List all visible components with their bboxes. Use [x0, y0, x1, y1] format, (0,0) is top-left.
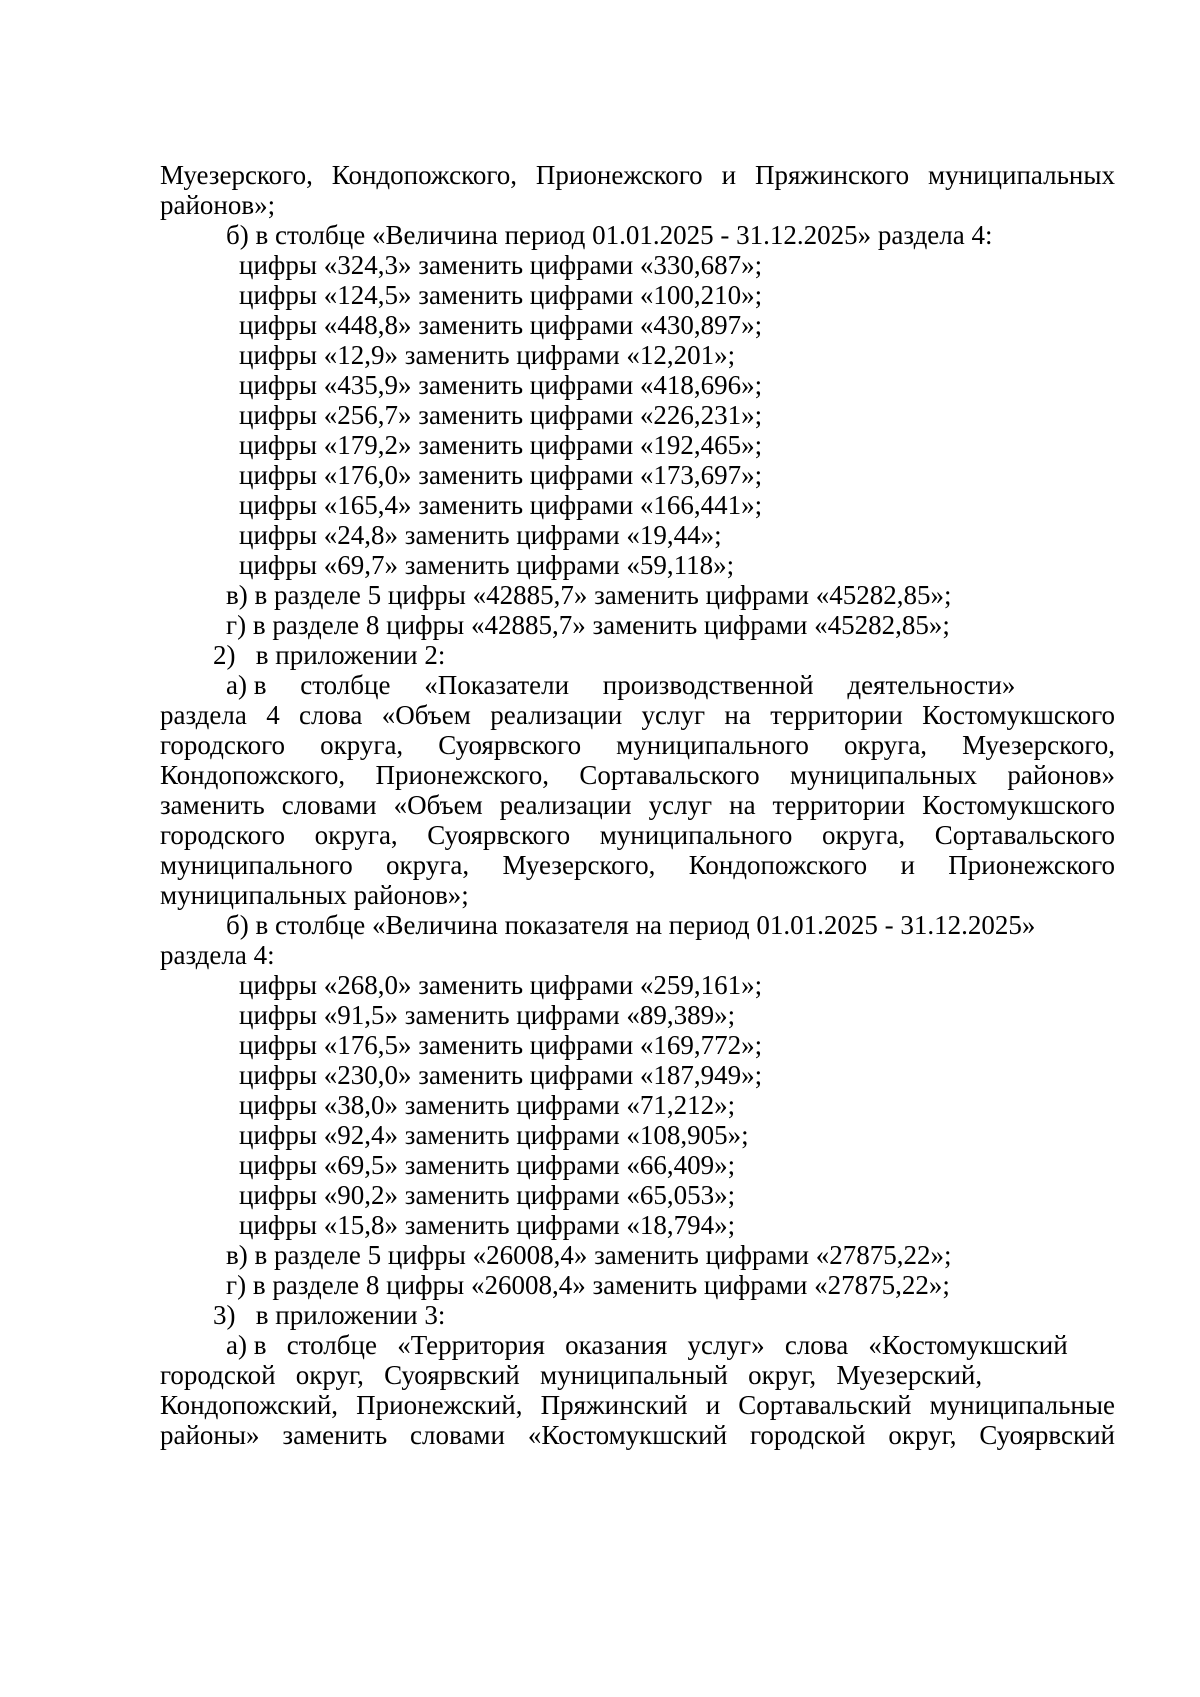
- replacement-line: цифры «38,0» заменить цифрами «71,212»;: [239, 1090, 736, 1120]
- text-line: городского округа, Суоярвского муниципального округа, Муезерского,: [160, 730, 1115, 760]
- replacement-line: цифры «12,9» заменить цифрами «12,201»;: [239, 340, 736, 370]
- item-heading: 3) в приложении 3:: [213, 1300, 446, 1330]
- subitem-line: в) в разделе 5 цифры «26008,4» заменить цифрами «27875,22»;: [226, 1240, 952, 1270]
- text-line: Кондопожский, Прионежский, Пряжинский и Сортавальский муниципальные: [160, 1390, 1115, 1420]
- text-line: заменить словами «Объем реализации услуг на территории Костомукшского: [160, 790, 1115, 820]
- replacement-line: цифры «268,0» заменить цифрами «259,161»;: [239, 970, 763, 1000]
- text-line: раздела 4 слова «Объем реализации услуг на территории Костомукшского: [160, 700, 1115, 730]
- replacement-line: цифры «90,2» заменить цифрами «65,053»;: [239, 1180, 736, 1210]
- text-line: Кондопожского, Прионежского, Сортавальского муниципальных районов»: [160, 760, 1115, 790]
- subitem-line: г) в разделе 8 цифры «42885,7» заменить цифрами «45282,85»;: [226, 610, 950, 640]
- replacement-line: цифры «124,5» заменить цифрами «100,210»;: [239, 280, 763, 310]
- text-line: Муезерского, Кондопожского, Прионежского и Пряжинского муниципальных: [160, 160, 1115, 190]
- replacement-line: цифры «448,8» заменить цифрами «430,897»;: [239, 310, 763, 340]
- subitem-line: а) в столбце «Территория оказания услуг» слова «Костомукшский: [226, 1330, 1068, 1360]
- text-line: городского округа, Суоярвского муниципального округа, Сортавальского: [160, 820, 1115, 850]
- replacement-line: цифры «69,5» заменить цифрами «66,409»;: [239, 1150, 736, 1180]
- replacement-line: цифры «15,8» заменить цифрами «18,794»;: [239, 1210, 736, 1240]
- replacement-line: цифры «92,4» заменить цифрами «108,905»;: [239, 1120, 749, 1150]
- replacement-line: цифры «165,4» заменить цифрами «166,441»;: [239, 490, 763, 520]
- replacement-line: цифры «179,2» заменить цифрами «192,465»;: [239, 430, 763, 460]
- replacement-line: цифры «324,3» заменить цифрами «330,687»;: [239, 250, 763, 280]
- replacement-line: цифры «69,7» заменить цифрами «59,118»;: [239, 550, 735, 580]
- text-line: городской округ, Суоярвский муниципальный округ, Муезерский,: [160, 1360, 983, 1390]
- subitem-line: в) в разделе 5 цифры «42885,7» заменить цифрами «45282,85»;: [226, 580, 952, 610]
- text-line: районы» заменить словами «Костомукшский городской округ, Суоярвский: [160, 1420, 1115, 1450]
- text-line: муниципального округа, Муезерского, Кондопожского и Прионежского: [160, 850, 1115, 880]
- replacement-line: цифры «435,9» заменить цифрами «418,696»;: [239, 370, 763, 400]
- subitem-line: г) в разделе 8 цифры «26008,4» заменить цифрами «27875,22»;: [226, 1270, 950, 1300]
- text-line: муниципальных районов»;: [160, 880, 469, 910]
- replacement-line: цифры «256,7» заменить цифрами «226,231»;: [239, 400, 763, 430]
- subitem-line: б) в столбце «Величина период 01.01.2025 - 31.12.2025» раздела 4:: [226, 220, 993, 250]
- subitem-line: а) в столбце «Показатели производственной деятельности»: [226, 670, 1016, 700]
- replacement-line: цифры «176,5» заменить цифрами «169,772»;: [239, 1030, 763, 1060]
- replacement-line: цифры «230,0» заменить цифрами «187,949»;: [239, 1060, 763, 1090]
- replacement-line: цифры «24,8» заменить цифрами «19,44»;: [239, 520, 722, 550]
- text-line: районов»;: [160, 190, 276, 220]
- subitem-line: б) в столбце «Величина показателя на период 01.01.2025 - 31.12.2025»: [226, 910, 1036, 940]
- text-line: раздела 4:: [160, 940, 275, 970]
- replacement-line: цифры «176,0» заменить цифрами «173,697»;: [239, 460, 763, 490]
- replacement-line: цифры «91,5» заменить цифрами «89,389»;: [239, 1000, 736, 1030]
- item-heading: 2) в приложении 2:: [213, 640, 446, 670]
